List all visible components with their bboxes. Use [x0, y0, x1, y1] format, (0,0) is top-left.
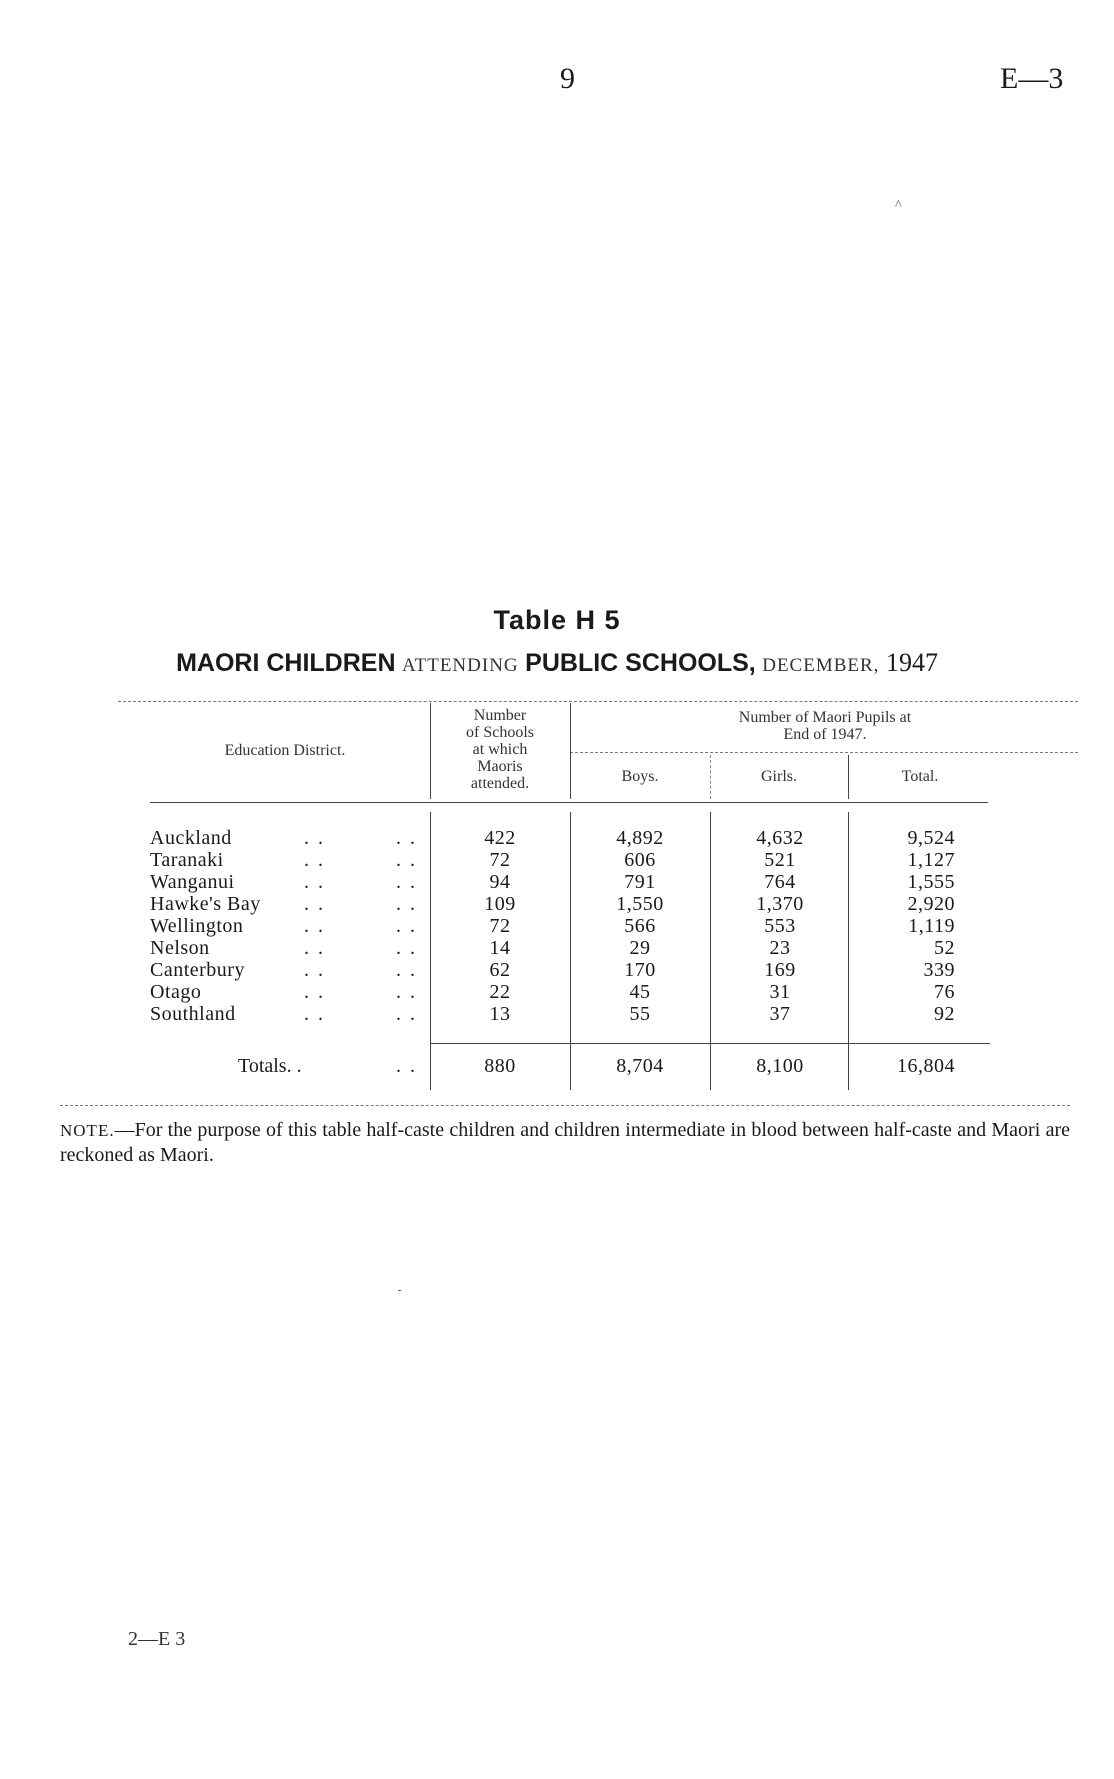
col-divider-total-header — [848, 755, 849, 799]
stray-print-dot — [398, 1290, 401, 1291]
leader-dots: . . — [396, 959, 417, 981]
district-name: Nelson — [150, 937, 210, 959]
header-boys: Boys. — [621, 768, 659, 785]
boys-count: 55 — [629, 1003, 651, 1025]
total-count: 76 — [934, 981, 955, 1003]
leader-dots: . . — [304, 937, 325, 959]
schools-count: 22 — [489, 981, 511, 1003]
col-divider-schools-header — [430, 703, 431, 799]
printer-signature: 2—E 3 — [128, 1628, 186, 1650]
stray-print-mark: ^ — [895, 198, 902, 213]
schools-count: 72 — [489, 915, 511, 937]
leader-dots: . . — [304, 893, 325, 915]
header-schools-line-2: of Schools — [466, 724, 534, 741]
leader-dots: . . — [396, 1003, 417, 1025]
boys-count: 606 — [624, 849, 656, 871]
header-schools-line-1: Number — [473, 707, 527, 724]
table-row — [0, 915, 1114, 937]
schools-count: 14 — [489, 937, 511, 959]
total-count: 1,555 — [907, 871, 955, 893]
header-education-district: Education District. — [224, 742, 346, 759]
boys-count: 566 — [624, 915, 656, 937]
total-count: 9,524 — [907, 827, 955, 849]
table-top-rule — [118, 701, 1078, 702]
header-maori-pupils-group — [572, 709, 1078, 743]
grand-total: 16,804 — [897, 1055, 955, 1077]
girls-count: 37 — [769, 1003, 791, 1025]
totals-row — [0, 1055, 1114, 1077]
total-count: 1,127 — [907, 849, 955, 871]
schools-count: 94 — [489, 871, 511, 893]
header-pupils-line-1: Number of Maori Pupils at — [738, 709, 912, 726]
district-name: Wanganui — [150, 871, 235, 893]
schools-count: 62 — [489, 959, 511, 981]
leader-dots: . . — [304, 871, 325, 893]
header-pupils-line-2: End of 1947. — [783, 726, 867, 743]
total-count: 92 — [934, 1003, 955, 1025]
total-boys: 8,704 — [616, 1055, 664, 1077]
table-row — [0, 1003, 1114, 1025]
girls-count: 1,370 — [756, 893, 804, 915]
document-reference-code: E—3 — [1000, 62, 1064, 95]
header-girls: Girls. — [761, 768, 797, 785]
total-girls: 8,100 — [756, 1055, 804, 1077]
table-row — [0, 827, 1114, 849]
header-number-of-schools — [432, 707, 568, 792]
col-divider-boys-header — [570, 703, 571, 799]
total-count: 1,119 — [908, 915, 955, 937]
title-part-year: 1947 — [885, 648, 938, 677]
district-name: Canterbury — [150, 959, 245, 981]
leader-dots: . . — [304, 827, 325, 849]
total-count: 52 — [934, 937, 955, 959]
table-row — [0, 937, 1114, 959]
table-row — [0, 871, 1114, 893]
table-row — [0, 981, 1114, 1003]
title-part-attending: ATTENDING — [402, 655, 519, 676]
table-title — [0, 648, 1114, 678]
table-row — [0, 893, 1114, 915]
schools-count: 109 — [484, 893, 516, 915]
leader-dots: . . — [396, 827, 417, 849]
boys-count: 791 — [624, 871, 656, 893]
boys-count: 1,550 — [616, 893, 664, 915]
title-part-december: DECEMBER, — [762, 655, 880, 676]
header-total: Total. — [901, 768, 939, 785]
district-name: Wellington — [150, 915, 244, 937]
table-row — [0, 959, 1114, 981]
total-count: 2,920 — [907, 893, 955, 915]
leader-dots: . . — [304, 981, 325, 1003]
header-bottom-rule — [150, 802, 988, 803]
table-label: Table H 5 — [493, 605, 621, 635]
schools-count: 72 — [489, 849, 511, 871]
col-divider-girls-header — [710, 755, 711, 799]
page-number: 9 — [560, 62, 575, 95]
leader-dots: . . — [396, 937, 417, 959]
leader-dots: . . — [396, 1055, 417, 1077]
leader-dots: . . — [304, 915, 325, 937]
leader-dots: . . — [396, 849, 417, 871]
girls-count: 23 — [769, 937, 791, 959]
footnote-lead: NOTE. — [60, 1121, 115, 1140]
schools-count: 422 — [484, 827, 516, 849]
table-bottom-rule — [60, 1105, 1070, 1106]
table-row — [0, 849, 1114, 871]
leader-dots: . . — [396, 915, 417, 937]
title-part-public-schools: PUBLIC SCHOOLS, — [525, 649, 756, 677]
girls-count: 4,632 — [756, 827, 804, 849]
boys-count: 4,892 — [616, 827, 664, 849]
subheader-rule — [570, 752, 1078, 753]
header-schools-line-5: attended. — [470, 775, 530, 792]
leader-dots: . . — [304, 1003, 325, 1025]
girls-count: 521 — [764, 849, 796, 871]
girls-count: 764 — [764, 871, 796, 893]
total-schools: 880 — [484, 1055, 516, 1077]
district-name: Taranaki — [150, 849, 224, 871]
total-count: 339 — [923, 959, 955, 981]
boys-count: 29 — [629, 937, 651, 959]
totals-label: Totals. . — [238, 1055, 302, 1077]
girls-count: 31 — [769, 981, 791, 1003]
footnote-text: —For the purpose of this table half-caste children and children intermediate in blood between half-caste and Maori are reckoned as Maori. — [60, 1119, 1070, 1166]
title-part-maori-children: MAORI CHILDREN — [176, 649, 396, 677]
leader-dots: . . — [396, 893, 417, 915]
girls-count: 553 — [764, 915, 796, 937]
schools-count: 13 — [489, 1003, 511, 1025]
district-name: Southland — [150, 1003, 236, 1025]
district-name: Hawke's Bay — [150, 893, 261, 915]
leader-dots: . . — [396, 871, 417, 893]
leader-dots: . . — [304, 959, 325, 981]
leader-dots: . . — [304, 849, 325, 871]
leader-dots: . . — [396, 981, 417, 1003]
district-name: Auckland — [150, 827, 232, 849]
district-name: Otago — [150, 981, 202, 1003]
header-schools-line-4: Maoris — [477, 758, 523, 775]
girls-count: 169 — [764, 959, 796, 981]
header-schools-line-3: at which — [472, 741, 528, 758]
table-footnote — [60, 1118, 1070, 1167]
boys-count: 170 — [624, 959, 656, 981]
boys-count: 45 — [629, 981, 651, 1003]
